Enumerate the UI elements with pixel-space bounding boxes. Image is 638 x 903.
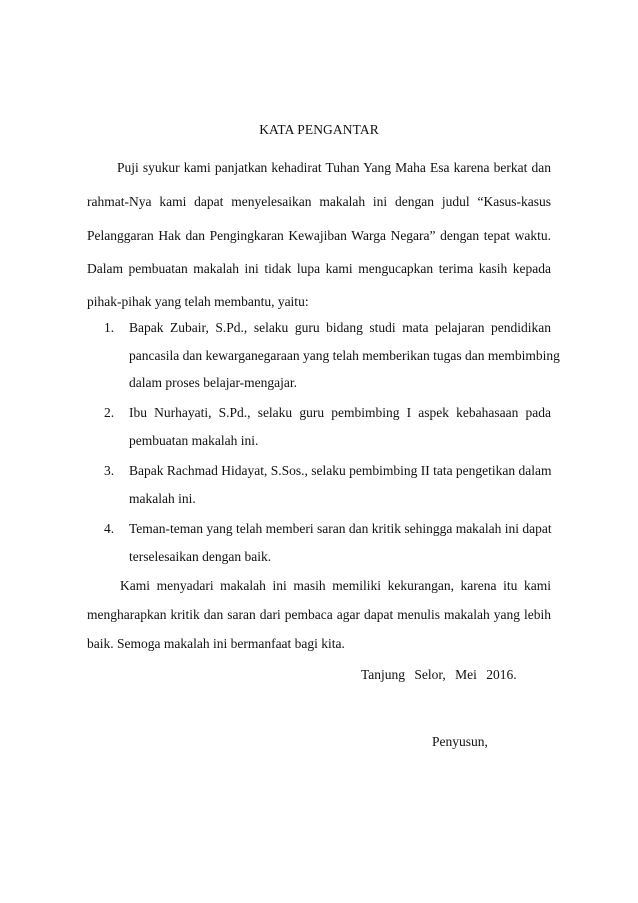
list-item-line: pancasila dan kewarganegaraan yang telah memberikan tugas dan membimbing: [129, 348, 560, 363]
list-item-line: pembuatan makalah ini.: [129, 433, 259, 448]
list-item-line: dalam proses belajar-mengajar.: [129, 375, 298, 390]
list-item-line: Bapak Rachmad Hidayat, S.Sos., selaku pembimbing II tata pengetikan dalam: [129, 463, 552, 478]
page-title: KATA PENGANTAR: [259, 122, 379, 137]
list-item-line: makalah ini.: [129, 491, 196, 506]
paragraph-line: Kami menyadari makalah ini masih memiliki kekurangan, karena itu kami: [120, 578, 551, 593]
list-number: 3.: [104, 463, 115, 478]
paragraph-line: Pelanggaran Hak dan Pengingkaran Kewajiban Warga Negara” dengan tepat waktu.: [87, 228, 551, 243]
paragraph-line: Dalam pembuatan makalah ini tidak lupa kami mengucapkan terima kasih kepada: [87, 261, 551, 276]
paragraph-line: mengharapkan kritik dan saran dari pembaca agar dapat menulis makalah yang lebih: [87, 607, 551, 622]
list-item-line: Ibu Nurhayati, S.Pd., selaku guru pembimbing I aspek kebahasaan pada: [129, 405, 551, 420]
paragraph-line: pihak-pihak yang telah membantu, yaitu:: [87, 294, 309, 309]
list-number: 1.: [104, 320, 115, 335]
signature-label: Penyusun,: [432, 734, 488, 749]
list-item-line: terselesaikan dengan baik.: [129, 549, 272, 564]
paragraph-line: rahmat-Nya kami dapat menyelesaikan makalah ini dengan judul “Kasus-kasus: [87, 194, 551, 209]
paragraph-line: baik. Semoga makalah ini bermanfaat bagi kita.: [87, 636, 345, 651]
list-number: 4.: [104, 521, 115, 536]
place-date: Tanjung Selor, Mei 2016.: [361, 667, 517, 682]
paragraph-line: Puji syukur kami panjatkan kehadirat Tuhan Yang Maha Esa karena berkat dan: [117, 160, 551, 175]
list-item-line: Bapak Zubair, S.Pd., selaku guru bidang studi mata pelajaran pendidikan: [129, 320, 551, 335]
list-item-line: Teman-teman yang telah memberi saran dan kritik sehingga makalah ini dapat: [129, 521, 552, 536]
list-number: 2.: [104, 405, 115, 420]
